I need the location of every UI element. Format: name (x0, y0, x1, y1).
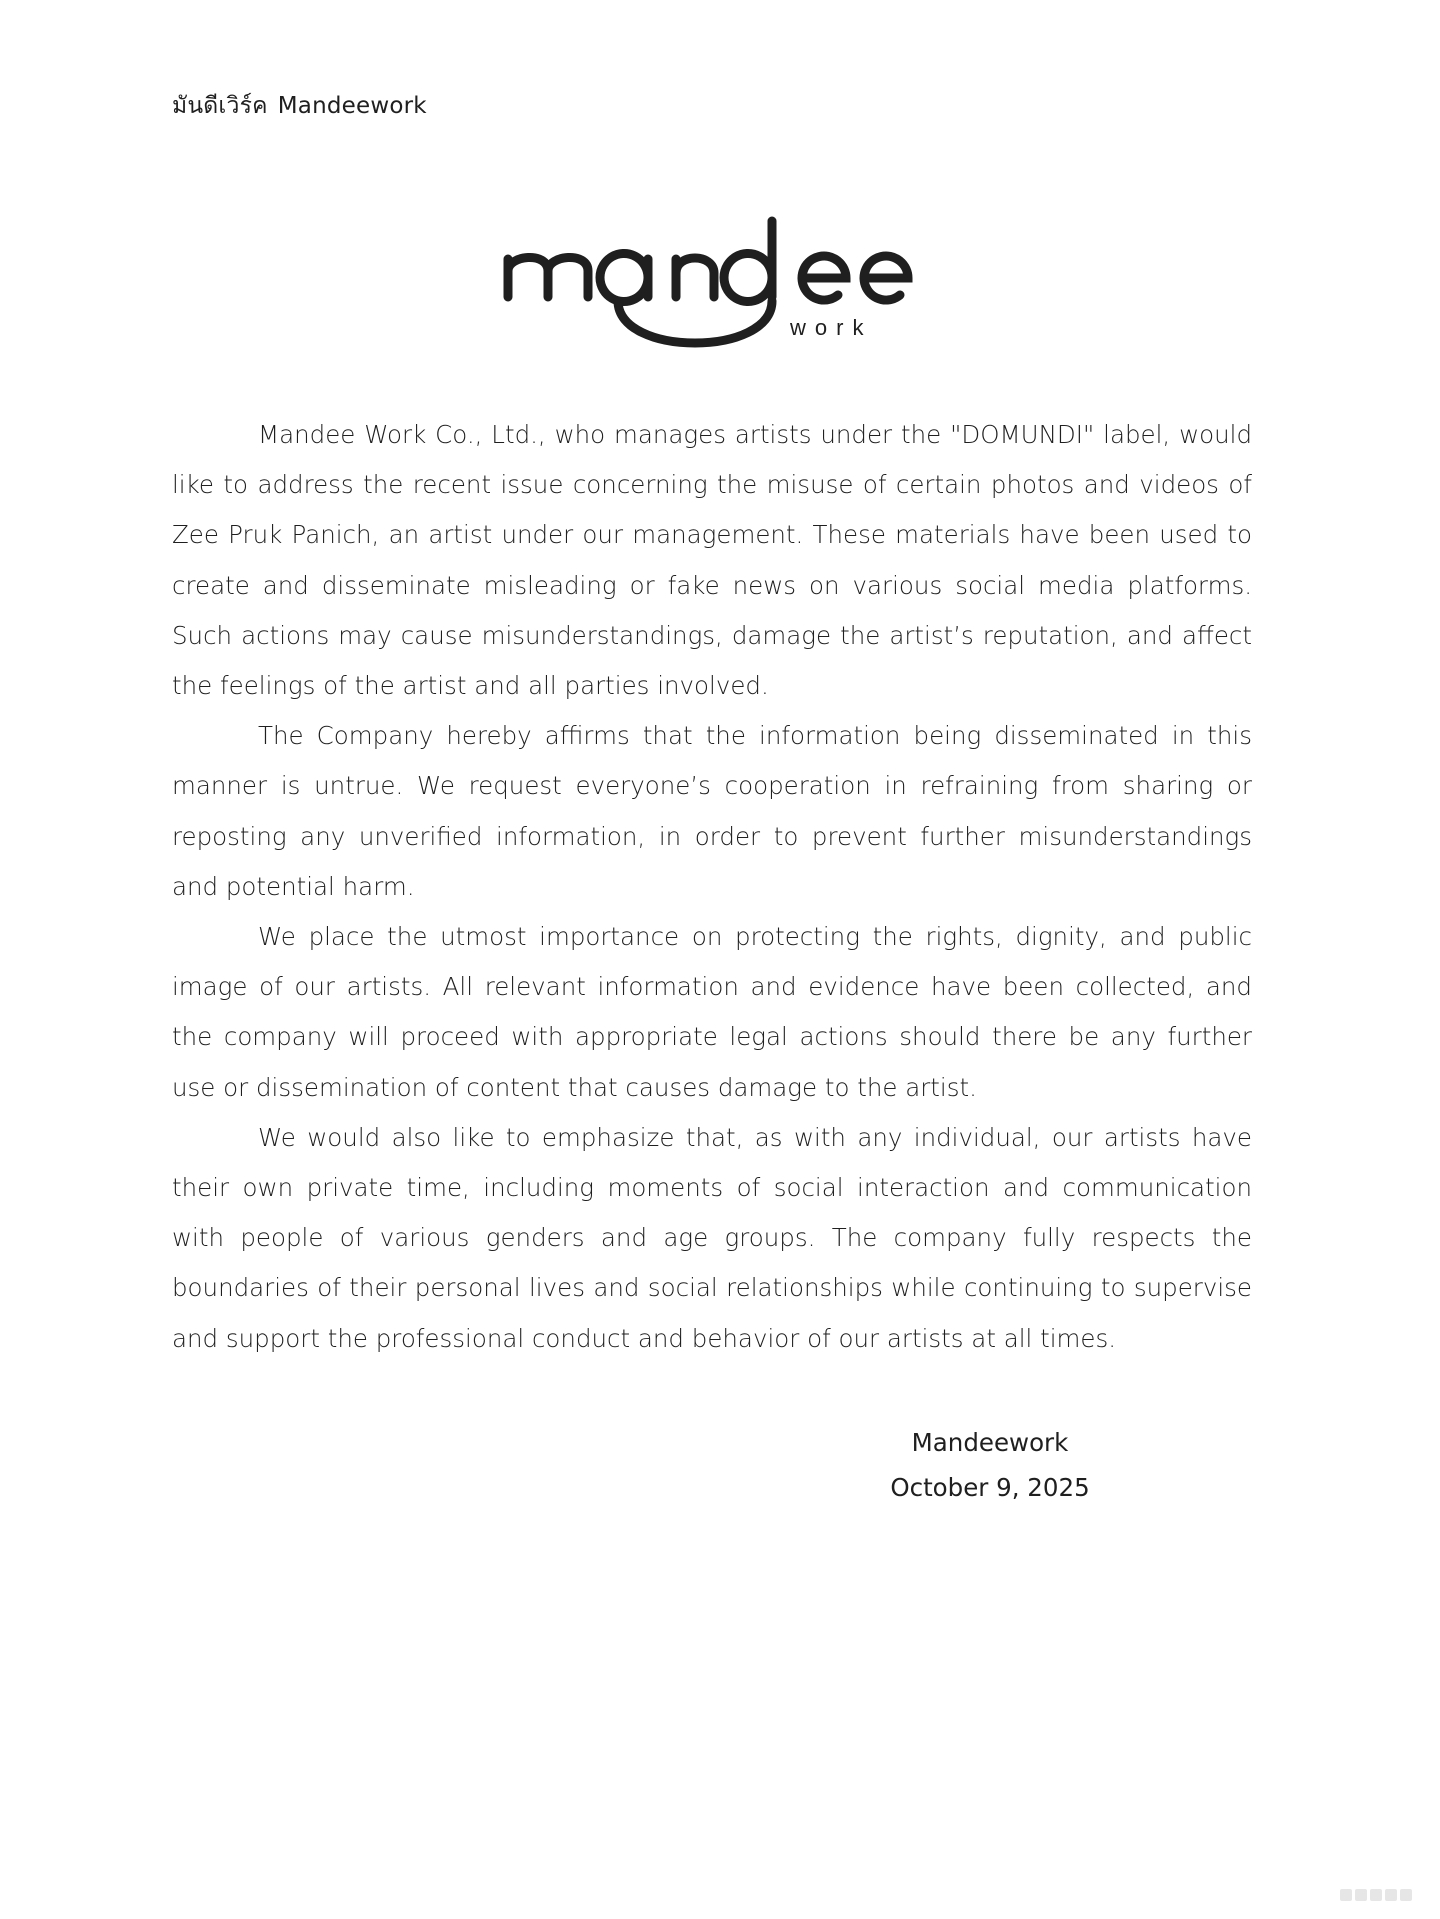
paragraph-4: We would also like to emphasize that, as with any individual, our artists have their own private time, including moments of social interaction and communication with people of various genders and age groups. The company fully respects the boundaries of their personal lives and social relationships while continuing to supervise and support the professional conduct and behavior of our artists at all times. (172, 1122, 1252, 1353)
svg-text:work: work (790, 315, 873, 340)
paragraph-3: We place the utmost importance on protecting the rights, dignity, and public image of our artists. All relevant information and evidence have been collected, and the company will proceed with appropriate legal actions should there be any further use or dissemination of content that causes damage to the artist. (172, 922, 1252, 1102)
paragraph-2: The Company hereby affirms that the information being disseminated in this manner is untrue. We request everyone’s cooperation in refraining from sharing or reposting any unverified information, in order to prevent further misunderstandings and potential harm. (172, 721, 1252, 901)
header-thai-name: มันดีเวิร์ค (172, 93, 268, 119)
header-english-name: Mandeework (277, 93, 427, 119)
signature-name: Mandeework (911, 1428, 1069, 1457)
page-header (172, 88, 427, 124)
mandee-work-logo (500, 215, 920, 355)
signature-date: October 9, 2025 (890, 1473, 1090, 1502)
signature-block (880, 1420, 1100, 1510)
paragraph-1: Mandee Work Co., Ltd., who manages artists under the "DOMUNDI" label, would like to address the recent issue concerning the misuse of certain photos and videos of Zee Pruk Panich, an artist under our management. These materials have been used to create and disseminate misleading or fake news on various social media platforms. Such actions may cause misunderstandings, damage the artist’s reputation, and affect the feelings of the artist and all parties involved. (172, 420, 1252, 701)
watermark-dots (1340, 1889, 1412, 1901)
statement-body (172, 410, 1252, 1364)
